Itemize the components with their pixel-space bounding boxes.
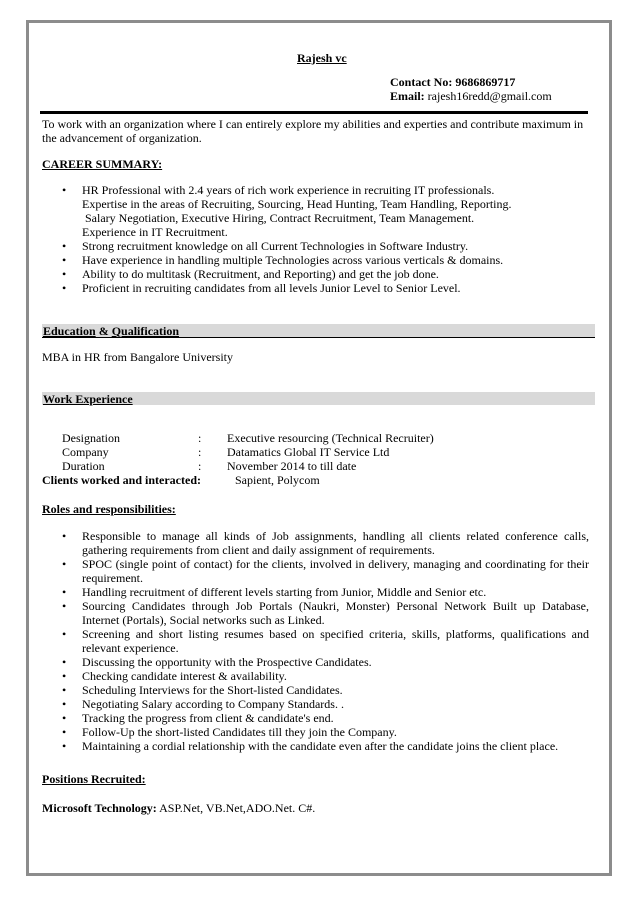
company-colon: : [198,445,202,459]
positions-detail [42,801,315,815]
role-item: • Discussing the opportunity with the Prospective Candidates. [62,655,589,669]
company-value: Datamatics Global IT Service Ltd [227,445,390,459]
career-summary-item: • Have experience in handling multiple Technologies across various verticals & domains. [62,253,562,267]
tech-label: Microsoft Technology: [42,801,157,815]
summary-line: Expertise in the areas of Recruiting, Sourcing, Head Hunting, Team Handling, Reporting. [82,197,512,211]
designation-label: Designation [62,431,120,445]
education-heading-part: Qualification [111,324,180,338]
role-item: • Maintaining a cordial relationship with the candidate even after the candidate joins the client place. [62,739,589,753]
clients-value: Sapient, Polycom [235,473,320,487]
company-label: Company [62,445,109,459]
role-item: • Negotiating Salary according to Company Standards. . [62,697,589,711]
role-item: • Sourcing Candidates through Job Portals (Naukri, Monster) Personal Network Built up Database, Internet (Portals), Social networks such as Linked. [62,599,589,627]
role-item: • Follow-Up the short-listed Candidates till they join the Company. [62,725,589,739]
career-summary-item: • Proficient in recruiting candidates from all levels Junior Level to Senior Level. [62,281,562,295]
summary-line: • HR Professional with 2.4 years of rich work experience in recruiting IT professionals. [82,183,495,197]
roles-list [62,529,589,753]
duration-colon: : [198,459,202,473]
email-value: rajesh16redd@gmail.com [427,89,552,103]
objective-line-1: To work with an organization where I can entirely explore my abilities and experties and contribute maximum in [42,117,584,131]
contact-number: Contact No: 9686869717 [390,75,516,89]
designation-value: Executive resourcing (Technical Recruiter) [227,431,434,445]
career-summary-list [62,183,562,295]
header-divider [40,111,588,114]
duration-label: Duration [62,459,105,473]
tech-value: ASP.Net, VB.Net,ADO.Net. C#. [156,801,316,815]
education-heading [43,324,179,338]
work-experience-heading: Work Experience [43,392,133,406]
role-item: • Screening and short listing resumes based on specified criteria, skills, platforms, qualifications and relevant experience. [62,627,589,655]
education-heading-part: Education [43,324,96,338]
email-label: Email: [390,89,425,103]
roles-heading: Roles and responsibilities: [42,502,176,516]
role-item: • SPOC (single point of contact) for the clients, involved in delivery, managing and coordinating for their requirement. [62,557,589,585]
summary-line: Experience in IT Recruitment. [82,225,228,239]
summary-line: Salary Negotiation, Executive Hiring, Contract Recruitment, Team Management. [82,211,475,225]
role-item: • Scheduling Interviews for the Short-listed Candidates. [62,683,589,697]
career-summary-item: • Ability to do multitask (Recruitment, and Reporting) and get the job done. [62,267,562,281]
education-heading-part: & [95,324,112,338]
career-summary-heading: CAREER SUMMARY: [42,157,163,171]
role-item: • Checking candidate interest & availability. [62,669,589,683]
duration-value: November 2014 to till date [227,459,357,473]
positions-heading: Positions Recruited: [42,772,146,786]
career-summary-item: • Strong recruitment knowledge on all Current Technologies in Software Industry. [62,239,562,253]
education-detail: MBA in HR from Bangalore University [42,350,233,364]
candidate-name: Rajesh vc [297,51,347,65]
role-item: • Responsible to manage all kinds of Job assignments, handling all clients related conference calls, gathering requirements from client and daily assignment of requirements. [62,529,589,557]
role-item: • Handling recruitment of different levels starting from Junior, Middle and Senior etc. [62,585,589,599]
clients-label: Clients worked and interacted: [42,473,201,487]
objective-line-2: the advancement of organization. [42,131,202,145]
career-summary-item [62,183,562,239]
email-line [390,89,552,103]
role-item: • Tracking the progress from client & candidate's end. [62,711,589,725]
designation-colon: : [198,431,202,445]
